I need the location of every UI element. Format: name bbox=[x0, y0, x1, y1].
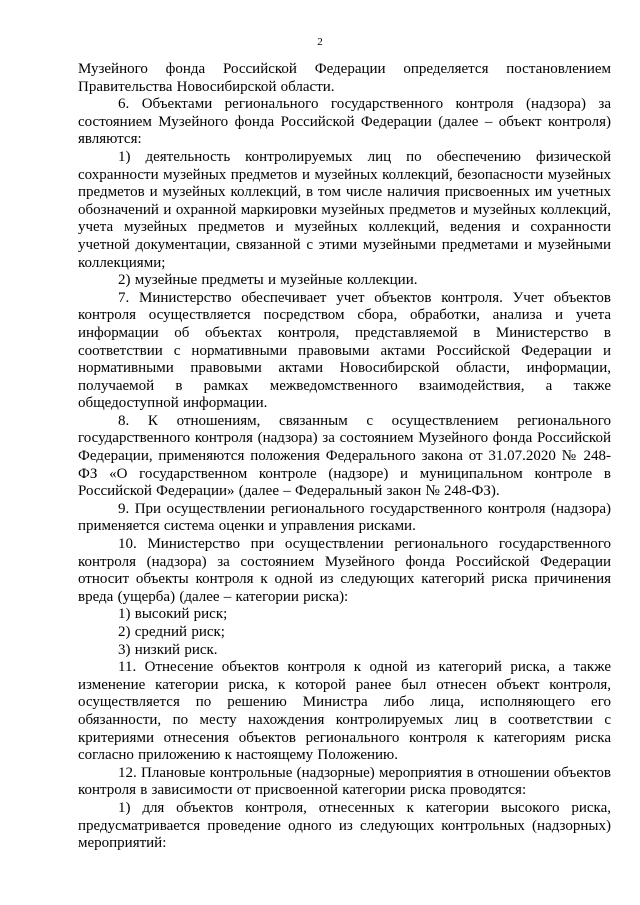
paragraph-continuation: Музейного фонда Российской Федерации определяется постановлением Правительства Новосибирской области. bbox=[78, 61, 611, 95]
paragraph-12-item-1: 1) для объектов контроля, отнесенных к категории высокого риска, предусматривается проведение одного из следующих контрольных (надзорных) мероприятий: bbox=[78, 799, 611, 852]
paragraph-10-item-1: 1) высокий риск; bbox=[118, 606, 228, 623]
paragraph-6-item-2: 2) музейные предметы и музейные коллекции. bbox=[118, 272, 418, 289]
document-body bbox=[78, 61, 611, 853]
paragraph-11: 11. Отнесение объектов контроля к одной из категорий риска, а также изменение категории риска, к которой ранее был отнесен объект контроля, осуществляется по решению Министра либо лица, исполняющего его обязанности, по месту нахождения контролируемых лиц в соответствии с критериями отнесения объектов регионального контроля к категориям риска согласно приложению к настоящему Положению. bbox=[78, 659, 611, 764]
paragraph-8: 8. К отношениям, связанным с осуществлением регионального государственного контроля (надзора) за состоянием Музейного фонда Российской Федерации, применяются положения Федерального закона от 31.07.2020 № 248-ФЗ «О государственном контроле (надзоре) и муниципальном контроле в Российской Федерации» (далее – Федеральный закон № 248-ФЗ). bbox=[78, 412, 611, 500]
paragraph-12: 12. Плановые контрольные (надзорные) мероприятия в отношении объектов контроля в зависимости от присвоенной категории риска проводятся: bbox=[78, 764, 611, 799]
paragraph-9: 9. При осуществлении регионального государственного контроля (надзора) применяется система оценки и управления рисками. bbox=[78, 500, 611, 535]
paragraph-7: 7. Министерство обеспечивает учет объектов контроля. Учет объектов контроля осуществляется посредством сбора, обработки, анализа и учета информации об объектах контроля, представляемой в Министерство в соответствии с нормативными правовыми актами Российской Федерации и нормативными правовыми актами Новосибирской области, информации, получаемой в рамках межведомственного взаимодействия, а также общедоступной информации. bbox=[78, 289, 611, 412]
paragraph-10-item-2: 2) средний риск; bbox=[118, 624, 225, 640]
paragraph-6: 6. Объектами регионального государственного контроля (надзора) за состоянием Музейного фонда Российской Федерации (далее – объект контроля) являются: bbox=[78, 96, 611, 148]
paragraph-10: 10. Министерство при осуществлении регионального государственного контроля (надзора) за состоянием Музейного фонда Российской Федерации относит объекты контроля к одной из следующих категорий риска причинения вреда (ущерба) (далее – категории риска): bbox=[78, 536, 611, 605]
page-number: 2 bbox=[317, 36, 323, 48]
paragraph-6-item-1: 1) деятельность контролируемых лиц по обеспечению физической сохранности музейных предметов и музейных коллекций, безопасности музейных предметов и музейных коллекций, в том числе наличия присвоенных им учетных обозначений и охранной маркировки музейных предметов и музейных коллекций, учета музейных предметов и музейных коллекций, ведения и сохранности учетной документации, связанной с этими музейными предметами и музейными коллекциями; bbox=[78, 148, 611, 271]
paragraph-10-item-3: 3) низкий риск. bbox=[118, 641, 218, 658]
